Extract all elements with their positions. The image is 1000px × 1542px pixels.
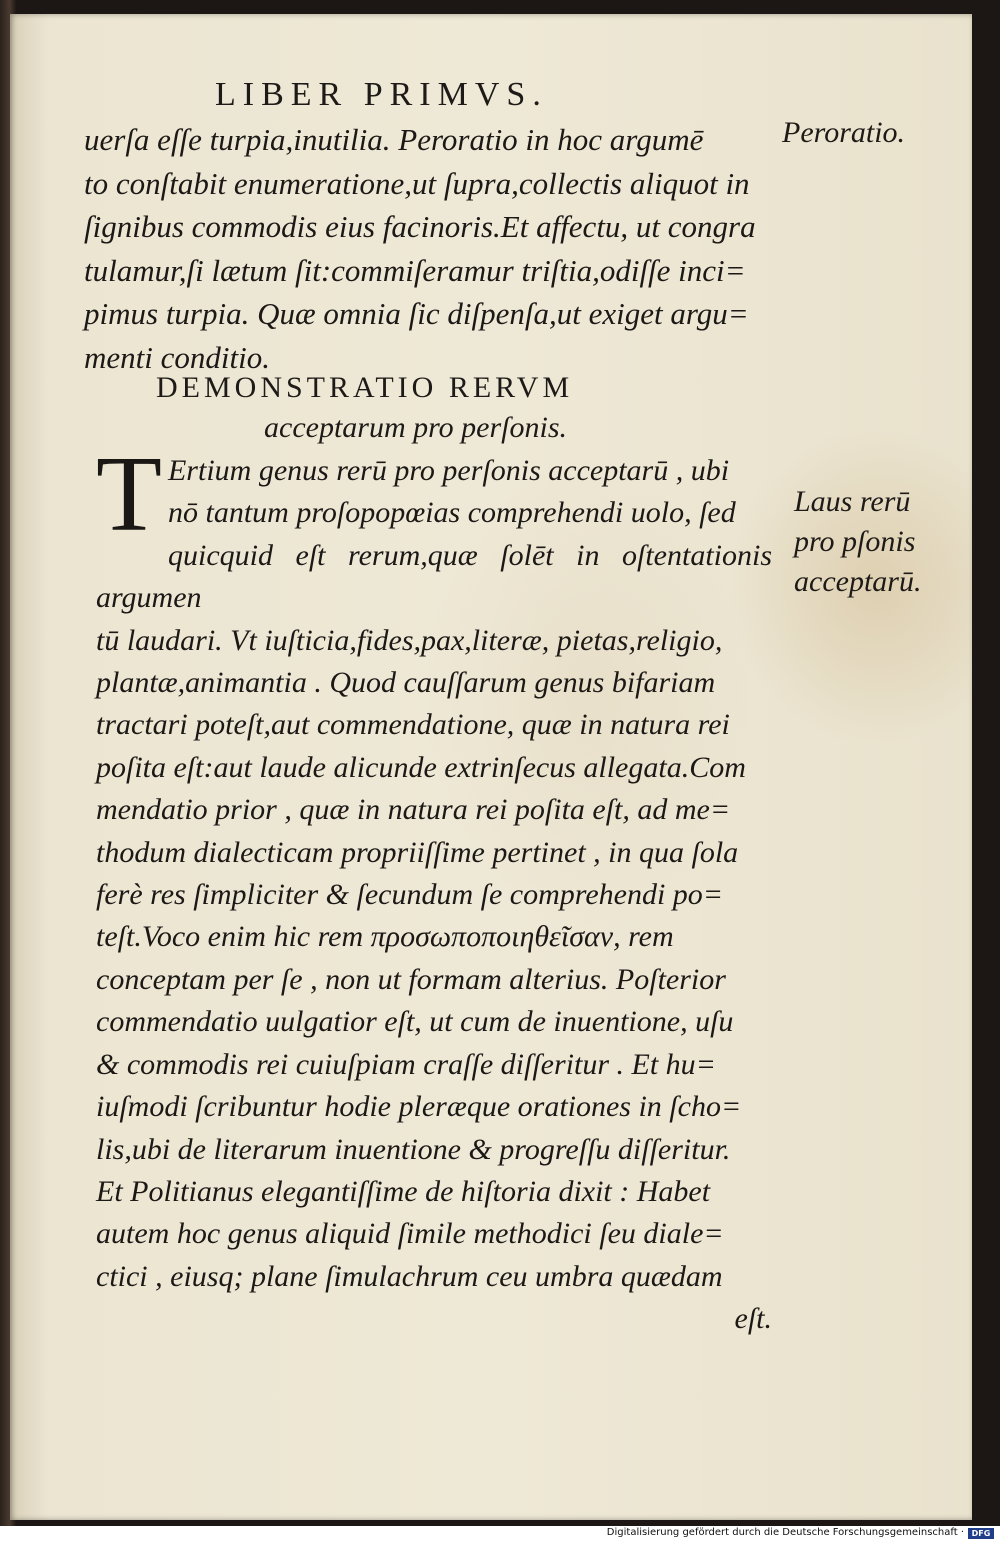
dfg-logo: DFG xyxy=(968,1528,994,1539)
text-line: thodum dialecticam propriiſſime pertinet , in qua ſola xyxy=(96,835,739,869)
top-paragraph xyxy=(84,118,784,379)
drop-cap: T xyxy=(96,435,162,554)
text-line: ſignibus commodis eius facinoris.Et affectu, ut congra xyxy=(84,209,756,244)
text-line: autem hoc genus aliquid ſimile methodici ſeu diale= xyxy=(96,1217,724,1251)
text-line: lis,ubi de literarum inuentione & progreſſu diſſeritur. xyxy=(96,1132,731,1166)
text-line: plantæ,animantia . Quod cauſſarum genus bifariam xyxy=(96,666,716,700)
marginal-line: acceptarū. xyxy=(794,565,922,598)
text-line: ferè res ſimpliciter & ſecundum ſe comprehendi po= xyxy=(96,878,724,912)
text-line: iuſmodi ſcribuntur hodie pleræque orationes in ſcho= xyxy=(96,1090,742,1124)
text-line: ctici , eiusq; plane ſimulachrum ceu umbra quædam xyxy=(96,1259,723,1293)
text-line: Ertium genus rerū pro perſonis acceptarū , ubi xyxy=(167,454,730,487)
text-line: uerſa eſſe turpia,inutilia. Peroratio in hoc argumē xyxy=(84,122,704,157)
text-line: menti conditio. xyxy=(84,339,270,375)
section-heading-line-2: acceptarum pro perſonis. xyxy=(264,411,568,444)
text-line: tractari poteſt,aut commendatione, quæ in natura rei xyxy=(96,708,730,742)
text-line: poſita eſt:aut laude alicunde extrinſecus allegata.Com xyxy=(96,750,746,784)
marginal-note-laus xyxy=(794,482,944,602)
marginal-line: pro pſonis xyxy=(794,525,916,558)
text-line: to conſtabit enumeratione,ut ſupra,collectis aliquot in xyxy=(84,165,750,201)
marginal-note-peroratio: Peroratio. xyxy=(782,116,906,149)
marginal-line: Laus rerū xyxy=(794,485,911,518)
running-head: LIBER PRIMVS. xyxy=(215,76,548,113)
chapter-text xyxy=(96,435,772,1341)
text-line: teſt.Voco enim hic rem προσωποποιηθεῖσαν, rem xyxy=(96,920,674,954)
text-line: mendatio prior , quæ in natura rei poſita eſt, ad me= xyxy=(96,793,731,827)
text-line: tulamur,ſi lætum ſit:commiſeramur triſtia,odiſſe inci= xyxy=(84,252,746,288)
text-line: & commodis rei cuiuſpiam craſſe diſſeritur . Et hu= xyxy=(96,1047,716,1081)
text-line-last: eſt. xyxy=(734,1302,772,1336)
text-line: nō tantum proſopopœias comprehendi uolo, ſed xyxy=(167,496,736,530)
section-heading-line-1: DEMONSTRATIO RERVM xyxy=(156,371,574,404)
text-line: conceptam per ſe , non ut formam alterius. Poſterior xyxy=(96,962,726,996)
text-line: quicquid eſt rerum,quæ ſolēt in oſtentationis argumen xyxy=(96,538,772,615)
funding-credit: Digitalisierung gefördert durch die Deutsche Forschungsgemeinschaft · xyxy=(606,1527,964,1538)
text-line: tū laudari. Vt iuſticia,fides,pax,literæ, pietas,religio, xyxy=(96,623,723,657)
text-line: pimus turpia. Quæ omnia ſic diſpenſa,ut exiget argu= xyxy=(84,296,749,331)
text-line: commendatio uulgatior eſt, ut cum de inuentione, uſu xyxy=(96,1005,734,1039)
text-line: Et Politianus elegantiſſime de hiſtoria dixit : Habet xyxy=(96,1174,711,1208)
section-heading xyxy=(156,368,716,448)
